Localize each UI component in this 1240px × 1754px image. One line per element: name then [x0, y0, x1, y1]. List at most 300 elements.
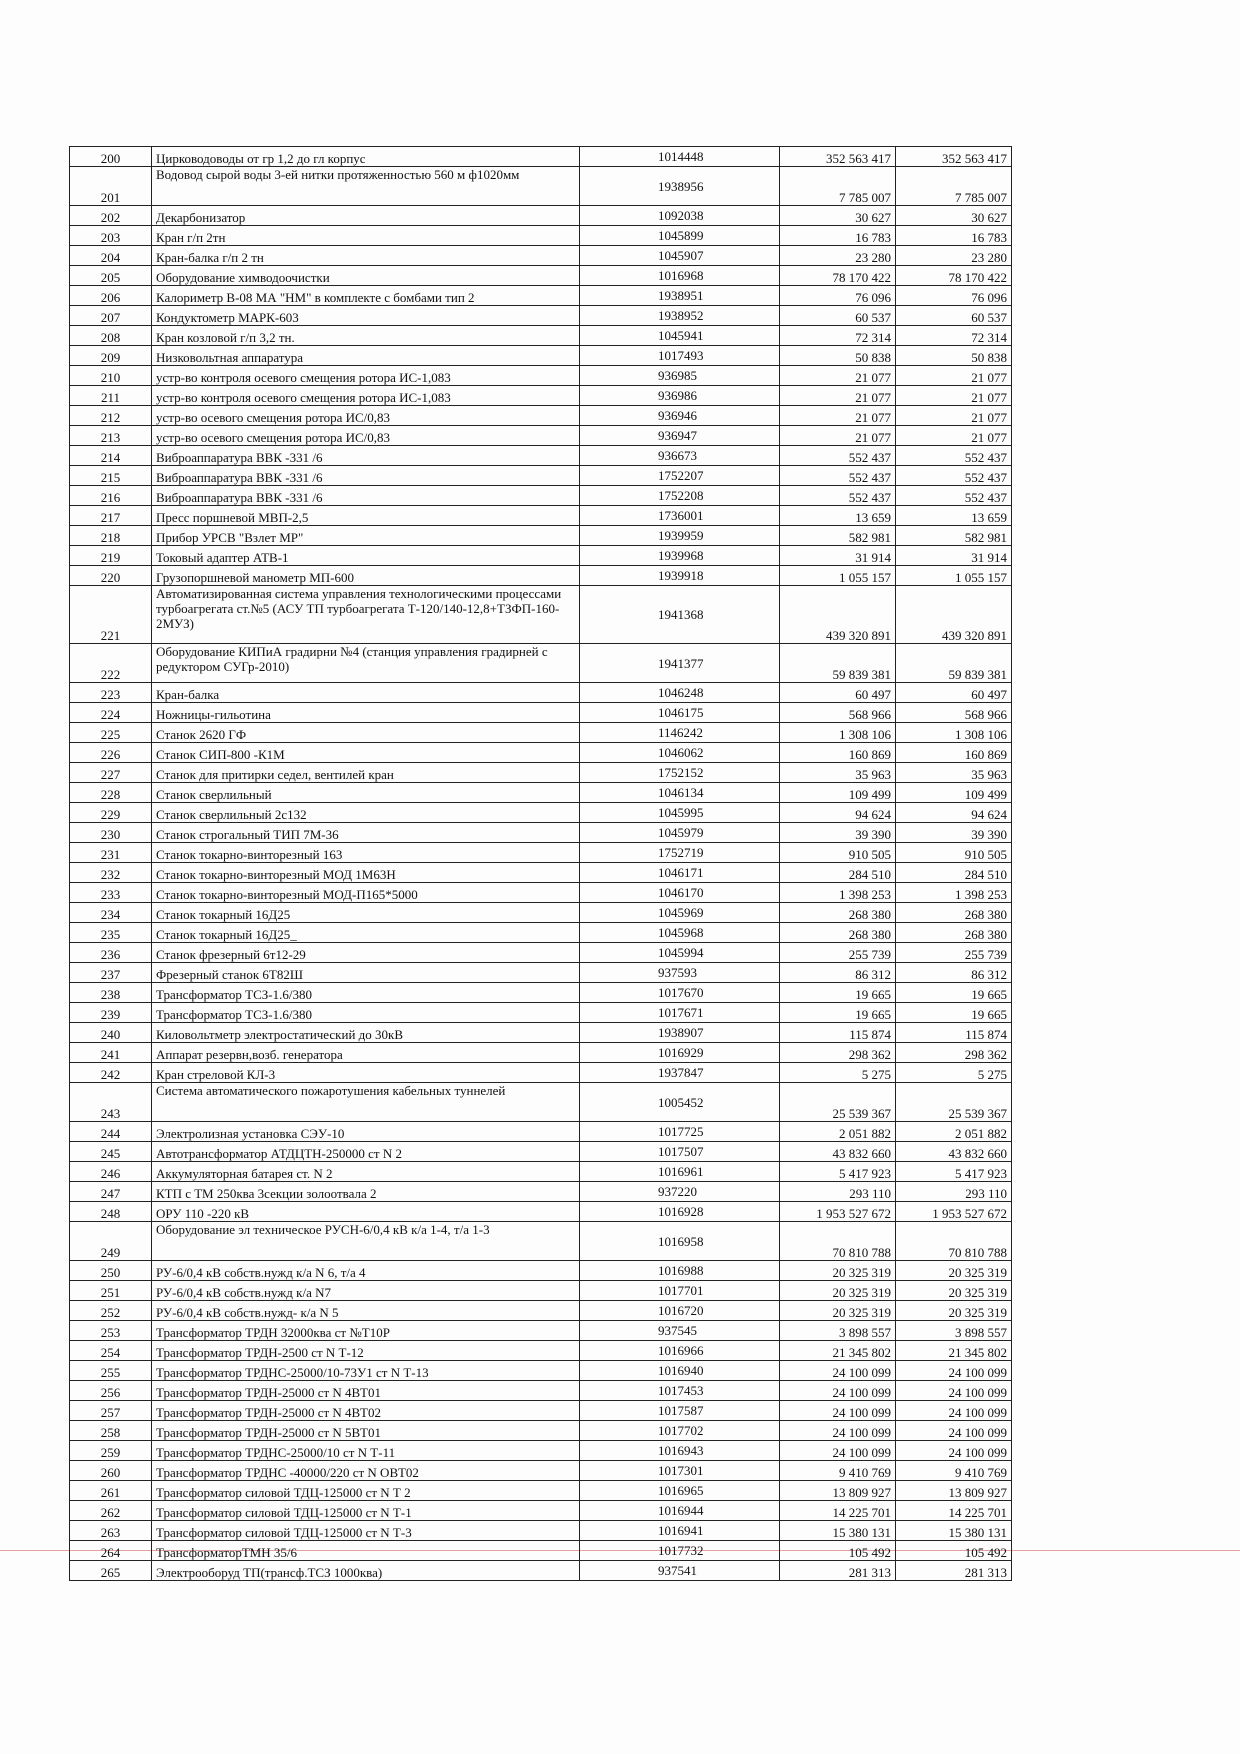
- value-residual: 1 953 527 672: [896, 1202, 1012, 1222]
- value-initial: 25 539 367: [780, 1083, 896, 1122]
- item-name: устр-во осевого смещения ротора ИС/0,83: [152, 426, 580, 446]
- item-name: Трансформатор силовой ТДЦ-125000 ст N Т-3: [152, 1521, 580, 1541]
- row-number: 239: [70, 1003, 152, 1023]
- value-initial: 2 051 882: [780, 1122, 896, 1142]
- value-residual: 23 280: [896, 246, 1012, 266]
- item-name: устр-во осевого смещения ротора ИС/0,83: [152, 406, 580, 426]
- value-residual: 910 505: [896, 843, 1012, 863]
- table-row: [70, 1222, 1012, 1261]
- value-residual: 43 832 660: [896, 1142, 1012, 1162]
- value-residual: 281 313: [896, 1561, 1012, 1581]
- inventory-number: 1017702: [580, 1421, 780, 1441]
- row-number: 234: [70, 903, 152, 923]
- item-name: Токовый адаптер АТВ-1: [152, 546, 580, 566]
- item-name: Трансформатор ТРДН-25000 ст N 5ВТ01: [152, 1421, 580, 1441]
- row-number: 252: [70, 1301, 152, 1321]
- inventory-number: 937545: [580, 1321, 780, 1341]
- item-name: Кран козловой г/п 3,2 тн.: [152, 326, 580, 346]
- row-number: 242: [70, 1063, 152, 1083]
- item-name: Оборудование КИПиА градирни №4 (станция управления градирней с редуктором СУГр-2010): [152, 644, 580, 683]
- value-residual: 14 225 701: [896, 1501, 1012, 1521]
- value-residual: 24 100 099: [896, 1421, 1012, 1441]
- table-row: [70, 1481, 1012, 1501]
- inventory-number: 1016988: [580, 1261, 780, 1281]
- inventory-number: 1045969: [580, 903, 780, 923]
- value-initial: 50 838: [780, 346, 896, 366]
- value-initial: 298 362: [780, 1043, 896, 1063]
- table-row: [70, 703, 1012, 723]
- table-row: [70, 266, 1012, 286]
- value-initial: 7 785 007: [780, 167, 896, 206]
- inventory-number: 1939918: [580, 566, 780, 586]
- item-name: ТрансформаторТМН 35/6: [152, 1541, 580, 1561]
- value-initial: 1 398 253: [780, 883, 896, 903]
- table-row: [70, 723, 1012, 743]
- item-name: Виброаппаратура ВВК -331 /6: [152, 486, 580, 506]
- inventory-number: 1016944: [580, 1501, 780, 1521]
- row-number: 201: [70, 167, 152, 206]
- row-number: 236: [70, 943, 152, 963]
- inventory-number: 1017671: [580, 1003, 780, 1023]
- asset-table: [69, 146, 1012, 1581]
- table-row: [70, 406, 1012, 426]
- value-residual: 582 981: [896, 526, 1012, 546]
- inventory-number: 1005452: [580, 1083, 780, 1122]
- table-row: [70, 206, 1012, 226]
- row-number: 235: [70, 923, 152, 943]
- inventory-number: 1045994: [580, 943, 780, 963]
- value-initial: 1 055 157: [780, 566, 896, 586]
- value-initial: 39 390: [780, 823, 896, 843]
- item-name: Водовод сырой воды 3-ей нитки протяженностью 560 м ф1020мм: [152, 167, 580, 206]
- row-number: 257: [70, 1401, 152, 1421]
- item-name: Станок сверлильный: [152, 783, 580, 803]
- value-residual: 60 537: [896, 306, 1012, 326]
- table-row: [70, 1401, 1012, 1421]
- row-number: 227: [70, 763, 152, 783]
- value-initial: 14 225 701: [780, 1501, 896, 1521]
- value-initial: 35 963: [780, 763, 896, 783]
- inventory-number: 1046062: [580, 743, 780, 763]
- inventory-number: 1736001: [580, 506, 780, 526]
- row-number: 245: [70, 1142, 152, 1162]
- row-number: 258: [70, 1421, 152, 1441]
- inventory-number: 1016941: [580, 1521, 780, 1541]
- inventory-number: 1017701: [580, 1281, 780, 1301]
- table-row: [70, 763, 1012, 783]
- table-row: [70, 286, 1012, 306]
- table-row: [70, 526, 1012, 546]
- inventory-number: 1045907: [580, 246, 780, 266]
- table-row: [70, 644, 1012, 683]
- inventory-number: 1045968: [580, 923, 780, 943]
- item-name: Трансформатор ТРДН-25000 ст N 4ВТ02: [152, 1401, 580, 1421]
- table-row: [70, 1341, 1012, 1361]
- inventory-number: 1017725: [580, 1122, 780, 1142]
- table-row: [70, 326, 1012, 346]
- table-row: [70, 1541, 1012, 1561]
- value-residual: 255 739: [896, 943, 1012, 963]
- inventory-number: 1941368: [580, 586, 780, 644]
- row-number: 208: [70, 326, 152, 346]
- value-initial: 5 275: [780, 1063, 896, 1083]
- item-name: Автоматизированная система управления технологическими процессами турбоагрегата ст.№5 (АСУ ТП турбоагрегата Т-120/140-12,8+ТЗФП-160-2МУЗ): [152, 586, 580, 644]
- row-number: 215: [70, 466, 152, 486]
- item-name: Система автоматического пожаротушения кабельных туннелей: [152, 1083, 580, 1122]
- value-residual: 59 839 381: [896, 644, 1012, 683]
- inventory-number: 1017670: [580, 983, 780, 1003]
- table-row: [70, 1063, 1012, 1083]
- table-row: [70, 1521, 1012, 1541]
- row-number: 256: [70, 1381, 152, 1401]
- table-row: [70, 586, 1012, 644]
- value-initial: 21 077: [780, 366, 896, 386]
- table-row: [70, 1023, 1012, 1043]
- item-name: Калориметр В-08 МА "НМ" в комплекте с бомбами тип 2: [152, 286, 580, 306]
- value-residual: 352 563 417: [896, 147, 1012, 167]
- value-residual: 60 497: [896, 683, 1012, 703]
- value-residual: 86 312: [896, 963, 1012, 983]
- value-initial: 1 953 527 672: [780, 1202, 896, 1222]
- value-initial: 20 325 319: [780, 1261, 896, 1281]
- table-row: [70, 1561, 1012, 1581]
- value-initial: 15 380 131: [780, 1521, 896, 1541]
- item-name: Трансформатор ТРДНС-25000/10 ст N Т-11: [152, 1441, 580, 1461]
- value-residual: 16 783: [896, 226, 1012, 246]
- value-residual: 1 055 157: [896, 566, 1012, 586]
- value-residual: 5 275: [896, 1063, 1012, 1083]
- item-name: Трансформатор силовой ТДЦ-125000 ст N Т-1: [152, 1501, 580, 1521]
- value-residual: 20 325 319: [896, 1301, 1012, 1321]
- value-residual: 160 869: [896, 743, 1012, 763]
- value-initial: 105 492: [780, 1541, 896, 1561]
- value-initial: 24 100 099: [780, 1401, 896, 1421]
- item-name: КТП с ТМ 250ква 3секции золоотвала 2: [152, 1182, 580, 1202]
- row-number: 221: [70, 586, 152, 644]
- value-residual: 39 390: [896, 823, 1012, 843]
- row-number: 220: [70, 566, 152, 586]
- value-residual: 439 320 891: [896, 586, 1012, 644]
- table-row: [70, 843, 1012, 863]
- value-residual: 72 314: [896, 326, 1012, 346]
- row-number: 226: [70, 743, 152, 763]
- inventory-number: 1017453: [580, 1381, 780, 1401]
- item-name: Трансформатор ТСЗ-1.6/380: [152, 1003, 580, 1023]
- inventory-number: 1938952: [580, 306, 780, 326]
- inventory-number: 1016940: [580, 1361, 780, 1381]
- table-row: [70, 426, 1012, 446]
- inventory-number: 1046170: [580, 883, 780, 903]
- row-number: 259: [70, 1441, 152, 1461]
- value-residual: 19 665: [896, 1003, 1012, 1023]
- table-row: [70, 823, 1012, 843]
- inventory-number: 1938951: [580, 286, 780, 306]
- value-residual: 19 665: [896, 983, 1012, 1003]
- row-number: 204: [70, 246, 152, 266]
- inventory-number: 1941377: [580, 644, 780, 683]
- value-initial: 293 110: [780, 1182, 896, 1202]
- value-initial: 13 809 927: [780, 1481, 896, 1501]
- value-residual: 109 499: [896, 783, 1012, 803]
- inventory-number: 1016965: [580, 1481, 780, 1501]
- item-name: Грузопоршневой манометр МП-600: [152, 566, 580, 586]
- row-number: 222: [70, 644, 152, 683]
- row-number: 241: [70, 1043, 152, 1063]
- inventory-number: 1016929: [580, 1043, 780, 1063]
- value-residual: 115 874: [896, 1023, 1012, 1043]
- table-row: [70, 306, 1012, 326]
- item-name: РУ-6/0,4 кВ собств.нужд к/а N7: [152, 1281, 580, 1301]
- table-row: [70, 446, 1012, 466]
- inventory-number: 1146242: [580, 723, 780, 743]
- table-row: [70, 883, 1012, 903]
- value-residual: 298 362: [896, 1043, 1012, 1063]
- item-name: Станок токарно-винторезный 163: [152, 843, 580, 863]
- value-residual: 9 410 769: [896, 1461, 1012, 1481]
- inventory-number: 1017493: [580, 346, 780, 366]
- item-name: РУ-6/0,4 кВ собств.нужд- к/а N 5: [152, 1301, 580, 1321]
- value-initial: 76 096: [780, 286, 896, 306]
- value-initial: 70 810 788: [780, 1222, 896, 1261]
- row-number: 238: [70, 983, 152, 1003]
- value-initial: 1 308 106: [780, 723, 896, 743]
- table-row: [70, 366, 1012, 386]
- value-residual: 30 627: [896, 206, 1012, 226]
- table-row: [70, 1321, 1012, 1341]
- value-initial: 24 100 099: [780, 1381, 896, 1401]
- row-number: 247: [70, 1182, 152, 1202]
- value-initial: 94 624: [780, 803, 896, 823]
- row-number: 254: [70, 1341, 152, 1361]
- table-row: [70, 1182, 1012, 1202]
- table-row: [70, 983, 1012, 1003]
- table-row: [70, 863, 1012, 883]
- table-row: [70, 1381, 1012, 1401]
- table-row: [70, 1083, 1012, 1122]
- row-number: 264: [70, 1541, 152, 1561]
- table-row: [70, 1202, 1012, 1222]
- row-number: 230: [70, 823, 152, 843]
- table-row: [70, 743, 1012, 763]
- asset-table-body: [70, 147, 1012, 1581]
- inventory-number: 1017301: [580, 1461, 780, 1481]
- value-residual: 21 077: [896, 426, 1012, 446]
- value-initial: 78 170 422: [780, 266, 896, 286]
- value-initial: 255 739: [780, 943, 896, 963]
- value-initial: 268 380: [780, 903, 896, 923]
- value-residual: 7 785 007: [896, 167, 1012, 206]
- inventory-number: 1017587: [580, 1401, 780, 1421]
- item-name: Станок токарный 16Д25: [152, 903, 580, 923]
- row-number: 225: [70, 723, 152, 743]
- table-row: [70, 466, 1012, 486]
- table-row: [70, 1122, 1012, 1142]
- item-name: Станок СИП-800 -К1М: [152, 743, 580, 763]
- value-initial: 352 563 417: [780, 147, 896, 167]
- value-initial: 568 966: [780, 703, 896, 723]
- table-row: [70, 803, 1012, 823]
- row-number: 243: [70, 1083, 152, 1122]
- inventory-number: 1939968: [580, 546, 780, 566]
- value-initial: 21 345 802: [780, 1341, 896, 1361]
- row-number: 229: [70, 803, 152, 823]
- inventory-number: 1016966: [580, 1341, 780, 1361]
- value-residual: 21 345 802: [896, 1341, 1012, 1361]
- table-row: [70, 1461, 1012, 1481]
- inventory-number: 1016928: [580, 1202, 780, 1222]
- item-name: Станок 2620 ГФ: [152, 723, 580, 743]
- value-initial: 21 077: [780, 406, 896, 426]
- inventory-number: 937593: [580, 963, 780, 983]
- item-name: Трансформатор ТСЗ-1.6/380: [152, 983, 580, 1003]
- table-row: [70, 1043, 1012, 1063]
- inventory-number: 937220: [580, 1182, 780, 1202]
- table-row: [70, 923, 1012, 943]
- value-initial: 19 665: [780, 983, 896, 1003]
- value-initial: 31 914: [780, 546, 896, 566]
- row-number: 237: [70, 963, 152, 983]
- item-name: Трансформатор ТРДН-2500 ст N Т-12: [152, 1341, 580, 1361]
- item-name: Оборудование химводоочистки: [152, 266, 580, 286]
- item-name: Станок для притирки седел, вентилей кран: [152, 763, 580, 783]
- row-number: 249: [70, 1222, 152, 1261]
- item-name: Виброаппаратура ВВК -331 /6: [152, 446, 580, 466]
- inventory-number: 1752208: [580, 486, 780, 506]
- value-residual: 25 539 367: [896, 1083, 1012, 1122]
- value-residual: 552 437: [896, 486, 1012, 506]
- inventory-number: 1014448: [580, 147, 780, 167]
- value-initial: 43 832 660: [780, 1142, 896, 1162]
- value-initial: 552 437: [780, 486, 896, 506]
- item-name: Цирководоводы от гр 1,2 до гл корпус: [152, 147, 580, 167]
- value-initial: 281 313: [780, 1561, 896, 1581]
- item-name: Автотрансформатор АТДЦТН-250000 ст N 2: [152, 1142, 580, 1162]
- row-number: 205: [70, 266, 152, 286]
- item-name: Трансформатор ТРДН-25000 ст N 4ВТ01: [152, 1381, 580, 1401]
- value-initial: 439 320 891: [780, 586, 896, 644]
- inventory-number: 1016958: [580, 1222, 780, 1261]
- value-residual: 20 325 319: [896, 1281, 1012, 1301]
- value-residual: 284 510: [896, 863, 1012, 883]
- item-name: Трансформатор силовой ТДЦ-125000 ст N Т 2: [152, 1481, 580, 1501]
- inventory-number: 1016720: [580, 1301, 780, 1321]
- item-name: Кран-балка: [152, 683, 580, 703]
- value-residual: 24 100 099: [896, 1381, 1012, 1401]
- table-row: [70, 943, 1012, 963]
- item-name: Фрезерный станок 6Т82Ш: [152, 963, 580, 983]
- item-name: Трансформатор ТРДНС -40000/220 ст N ОВТ02: [152, 1461, 580, 1481]
- item-name: Низковольтная аппаратура: [152, 346, 580, 366]
- value-initial: 5 417 923: [780, 1162, 896, 1182]
- value-initial: 115 874: [780, 1023, 896, 1043]
- value-initial: 20 325 319: [780, 1301, 896, 1321]
- value-residual: 13 809 927: [896, 1481, 1012, 1501]
- value-initial: 3 898 557: [780, 1321, 896, 1341]
- value-residual: 76 096: [896, 286, 1012, 306]
- inventory-number: 1939959: [580, 526, 780, 546]
- table-row: [70, 386, 1012, 406]
- value-initial: 30 627: [780, 206, 896, 226]
- table-row: [70, 167, 1012, 206]
- value-residual: 94 624: [896, 803, 1012, 823]
- value-residual: 15 380 131: [896, 1521, 1012, 1541]
- value-residual: 13 659: [896, 506, 1012, 526]
- inventory-number: 1045995: [580, 803, 780, 823]
- table-row: [70, 1441, 1012, 1461]
- inventory-number: 1752152: [580, 763, 780, 783]
- item-name: Станок токарно-винторезный МОД 1М63Н: [152, 863, 580, 883]
- inventory-number: 1045941: [580, 326, 780, 346]
- value-residual: 1 398 253: [896, 883, 1012, 903]
- row-number: 260: [70, 1461, 152, 1481]
- row-number: 262: [70, 1501, 152, 1521]
- inventory-number: 1016961: [580, 1162, 780, 1182]
- value-initial: 19 665: [780, 1003, 896, 1023]
- item-name: Станок строгальный ТИП 7М-36: [152, 823, 580, 843]
- table-row: [70, 147, 1012, 167]
- inventory-number: 936947: [580, 426, 780, 446]
- value-initial: 20 325 319: [780, 1281, 896, 1301]
- inventory-number: 1017732: [580, 1541, 780, 1561]
- value-initial: 910 505: [780, 843, 896, 863]
- inventory-number: 1938907: [580, 1023, 780, 1043]
- row-number: 217: [70, 506, 152, 526]
- item-name: Декарбонизатор: [152, 206, 580, 226]
- value-residual: 70 810 788: [896, 1222, 1012, 1261]
- row-number: 228: [70, 783, 152, 803]
- item-name: ОРУ 110 -220 кВ: [152, 1202, 580, 1222]
- row-number: 223: [70, 683, 152, 703]
- row-number: 224: [70, 703, 152, 723]
- item-name: Станок сверлильный 2с132: [152, 803, 580, 823]
- inventory-number: 936673: [580, 446, 780, 466]
- value-initial: 552 437: [780, 446, 896, 466]
- value-residual: 24 100 099: [896, 1361, 1012, 1381]
- inventory-number: 1045899: [580, 226, 780, 246]
- value-initial: 24 100 099: [780, 1441, 896, 1461]
- inventory-number: 1937847: [580, 1063, 780, 1083]
- row-number: 250: [70, 1261, 152, 1281]
- row-number: 263: [70, 1521, 152, 1541]
- inventory-number: 936986: [580, 386, 780, 406]
- table-row: [70, 226, 1012, 246]
- value-residual: 78 170 422: [896, 266, 1012, 286]
- value-initial: 60 497: [780, 683, 896, 703]
- table-row: [70, 683, 1012, 703]
- inventory-number: 1016968: [580, 266, 780, 286]
- table-row: [70, 1501, 1012, 1521]
- value-residual: 105 492: [896, 1541, 1012, 1561]
- value-initial: 582 981: [780, 526, 896, 546]
- row-number: 206: [70, 286, 152, 306]
- inventory-number: 1046175: [580, 703, 780, 723]
- value-initial: 60 537: [780, 306, 896, 326]
- value-initial: 21 077: [780, 386, 896, 406]
- table-row: [70, 1162, 1012, 1182]
- inventory-number: 1045979: [580, 823, 780, 843]
- item-name: РУ-6/0,4 кВ собств.нужд к/а N 6, т/а 4: [152, 1261, 580, 1281]
- row-number: 240: [70, 1023, 152, 1043]
- value-residual: 568 966: [896, 703, 1012, 723]
- value-residual: 31 914: [896, 546, 1012, 566]
- inventory-number: 936946: [580, 406, 780, 426]
- value-residual: 24 100 099: [896, 1401, 1012, 1421]
- value-residual: 20 325 319: [896, 1261, 1012, 1281]
- row-number: 210: [70, 366, 152, 386]
- value-residual: 552 437: [896, 446, 1012, 466]
- table-row: [70, 1142, 1012, 1162]
- value-residual: 21 077: [896, 406, 1012, 426]
